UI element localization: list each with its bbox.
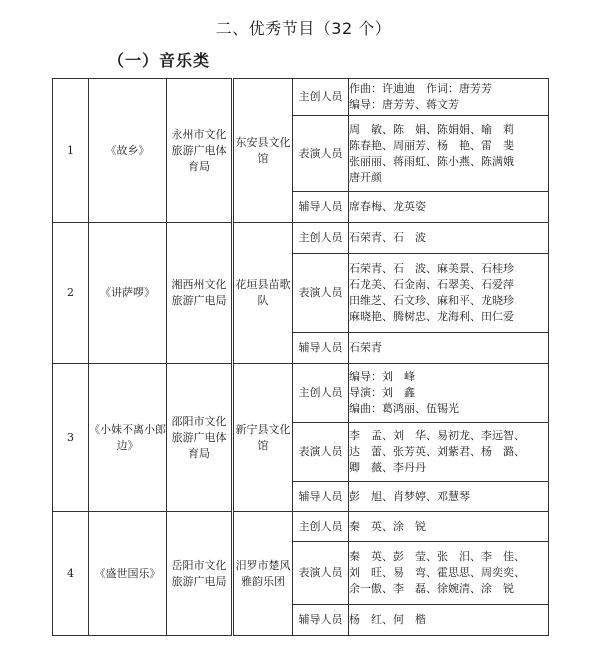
role-label: 主创人员 [293, 512, 349, 542]
people-line: 周 敏、陈 娟、陈娟娟、喻 莉 [349, 122, 514, 136]
people-line: 张丽丽、蒋雨虹、陈小燕、陈满娥 [349, 154, 514, 168]
role-label: 辅导人员 [293, 192, 349, 223]
page-title: 二、优秀节目（32 个） [215, 19, 392, 38]
table-row [53, 364, 549, 423]
people-line: 编导：唐芳芳、蒋文芳 [349, 98, 459, 111]
people-line: 李 孟、刘 华、易初龙、李远智、 [349, 429, 525, 442]
people-line: 秦 英、涂 锐 [349, 519, 426, 533]
role-label: 主创人员 [293, 223, 349, 254]
performing-unit: 汨罗市楚风雅韵乐团 [233, 512, 293, 636]
program-index: 1 [53, 79, 89, 223]
table-row [53, 79, 549, 116]
people-line: 石龙美、石金南、石翠美、石爱萍 [349, 278, 514, 291]
program-name: 《讲萨啰》 [89, 223, 167, 364]
people-line: 唐开颜 [349, 170, 382, 184]
people-line: 杨 红、何 楷 [349, 613, 426, 626]
role-label: 辅导人员 [293, 333, 349, 364]
performing-unit: 花垣县苗歌队 [233, 223, 293, 364]
people-list [349, 423, 549, 482]
people-line: 陈春艳、周丽芳、杨 艳、雷 斐 [349, 138, 514, 152]
people-line: 导演：刘 鑫 [349, 386, 415, 399]
recommending-unit: 湘西州文化旅游广电局 [167, 223, 233, 364]
people-line: 卿 薇、李丹丹 [349, 461, 426, 474]
people-line: 麻晓艳、腾树忠、龙海利、田仁爱 [349, 310, 514, 323]
people-list [349, 482, 549, 512]
table-row [53, 512, 549, 542]
role-label: 主创人员 [293, 79, 349, 116]
performing-unit: 东安县文化馆 [233, 79, 293, 223]
people-line: 石荣青、石 波、麻美景、石桂珍 [349, 262, 514, 275]
role-label: 辅导人员 [293, 482, 349, 512]
role-label: 表演人员 [293, 542, 349, 605]
people-list [349, 223, 549, 254]
people-line: 田维芝、石文珍、麻和平、龙晓珍 [349, 294, 514, 307]
program-table [52, 78, 549, 636]
performing-unit: 新宁县文化馆 [233, 364, 293, 512]
people-list [349, 364, 549, 423]
people-list [349, 333, 549, 364]
people-list [349, 512, 549, 542]
people-line: 席春梅、龙英姿 [349, 200, 426, 213]
people-line: 石荣青 [349, 341, 382, 354]
people-list [349, 605, 549, 636]
people-list [349, 542, 549, 605]
people-line: 刘 旺、易 弯、霍思思、周奕奕、 [349, 566, 525, 579]
recommending-unit: 邵阳市文化旅游广电体育局 [167, 364, 233, 512]
program-name: 《故乡》 [89, 79, 167, 223]
role-label: 表演人员 [293, 116, 349, 192]
program-index: 3 [53, 364, 89, 512]
people-list [349, 254, 549, 333]
people-line: 作曲：许迪迪 作词：唐芳芳 [349, 82, 492, 95]
people-line: 余一傲、李 磊、徐婉清、涂 锐 [349, 582, 514, 595]
recommending-unit: 岳阳市文化旅游广电局 [167, 512, 233, 636]
program-index: 2 [53, 223, 89, 364]
people-line: 石荣青、石 波 [349, 231, 426, 244]
people-line: 编导：刘 峰 [349, 370, 415, 383]
recommending-unit: 永州市文化旅游广电体育局 [167, 79, 233, 223]
program-index: 4 [53, 512, 89, 636]
people-list [349, 79, 549, 116]
role-label: 辅导人员 [293, 605, 349, 636]
section-title: （一）音乐类 [108, 51, 211, 70]
people-line: 达 蕾、张芳英、刘紫君、杨 潞、 [349, 445, 525, 458]
table-row [53, 223, 549, 254]
program-name: 《盛世国乐》 [89, 512, 167, 636]
role-label: 表演人员 [293, 423, 349, 482]
role-label: 表演人员 [293, 254, 349, 333]
people-list [349, 192, 549, 223]
people-line: 秦 英、彭 莹、张 汨、李 佳、 [349, 550, 525, 563]
role-label: 主创人员 [293, 364, 349, 423]
people-line: 编曲：葛鸿丽、伍锡光 [349, 402, 459, 415]
program-name: 《小妹不离小郎边》 [89, 364, 167, 512]
people-line: 彭 旭、肖梦婷、邓慧琴 [349, 489, 470, 503]
people-list [349, 116, 549, 192]
